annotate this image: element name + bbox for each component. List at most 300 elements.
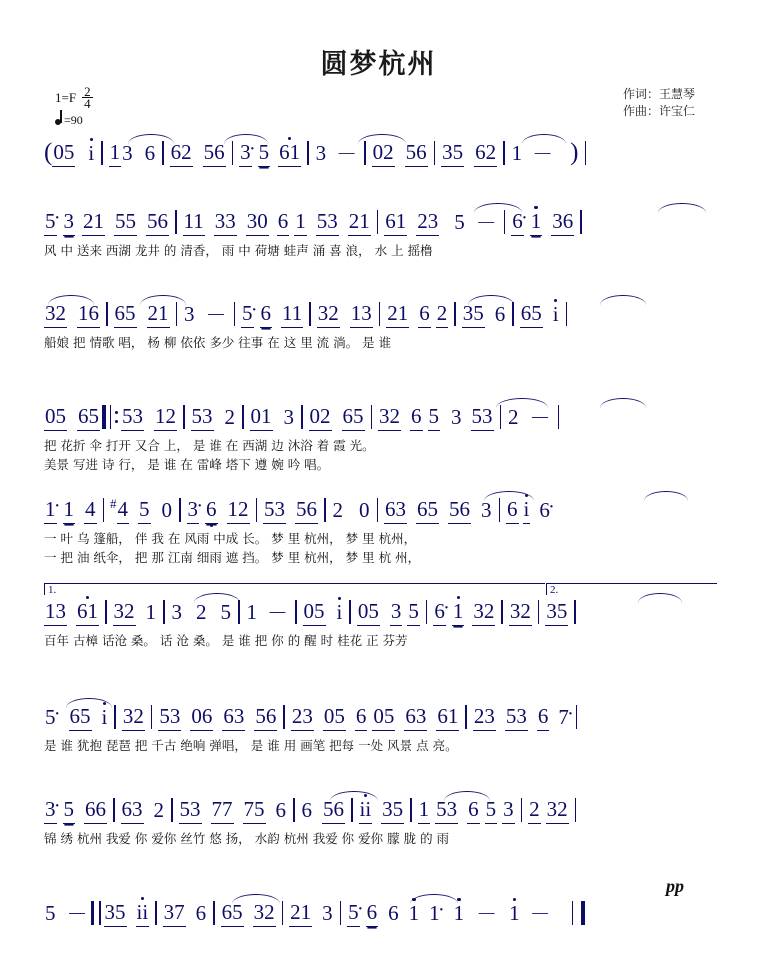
barline xyxy=(301,405,303,429)
barline xyxy=(566,302,568,326)
note: 63 xyxy=(404,704,427,731)
slur xyxy=(224,134,268,144)
note: 4 xyxy=(117,497,130,524)
note: 77 xyxy=(211,797,234,824)
barline xyxy=(454,302,456,326)
system-4-lyrics-verse2: 美景 写进 诗 行， 是 谁 在 雷峰 塔下 遵 婉 吟 唱。 xyxy=(44,457,330,472)
note: ii xyxy=(136,900,150,927)
note: － xyxy=(205,303,227,327)
barline xyxy=(410,798,412,822)
note: 1 xyxy=(294,209,307,236)
meter-denominator: 4 xyxy=(84,96,91,111)
note: 6 xyxy=(418,301,431,328)
barline xyxy=(176,302,178,326)
note: 32 xyxy=(44,301,67,328)
barline xyxy=(282,901,284,925)
note: 6 · xyxy=(433,599,446,626)
lyricist: 作词：王慧琴 xyxy=(622,87,695,101)
volta-bracket-2 xyxy=(546,583,717,595)
barline xyxy=(183,405,185,429)
slur xyxy=(128,134,174,144)
barline xyxy=(163,600,165,624)
note: 2 xyxy=(528,797,541,824)
note: 6 xyxy=(195,900,207,925)
note: 53 xyxy=(121,404,144,431)
barline xyxy=(499,498,501,522)
note: 06 xyxy=(190,704,213,731)
note: － xyxy=(267,601,288,625)
barline xyxy=(155,901,157,925)
note: 55 xyxy=(114,209,137,236)
note: － xyxy=(532,142,554,166)
slur xyxy=(468,295,514,305)
note: 5 xyxy=(63,797,76,824)
note: 3 · xyxy=(239,140,252,167)
close-paren: ) xyxy=(570,139,579,166)
note: 6 xyxy=(144,140,156,165)
key-signature: 1=F xyxy=(55,89,77,105)
slur xyxy=(522,134,566,144)
note: 56 xyxy=(448,497,471,524)
note: 53 xyxy=(435,797,458,824)
note: 6 xyxy=(388,900,399,925)
barline xyxy=(434,141,436,165)
slur xyxy=(496,398,548,408)
note: 5 xyxy=(45,900,56,925)
slur xyxy=(330,791,378,801)
note: 5 xyxy=(428,404,441,431)
note: 61 xyxy=(278,140,301,167)
slur xyxy=(48,295,94,305)
note: 3 xyxy=(315,140,327,165)
barline xyxy=(114,705,116,729)
slur xyxy=(444,791,490,801)
credits-block xyxy=(623,86,695,120)
note: 65 xyxy=(221,900,244,927)
note: 12 xyxy=(154,404,177,431)
note: 63 xyxy=(121,797,144,824)
slur xyxy=(232,894,280,904)
note: 53 xyxy=(471,404,494,431)
barline xyxy=(364,141,366,165)
slur xyxy=(410,894,458,904)
slur xyxy=(638,593,682,603)
system-1 xyxy=(44,136,716,170)
note: 1 xyxy=(511,140,523,165)
note: 3 xyxy=(122,140,133,165)
barline xyxy=(238,600,240,624)
note: － xyxy=(529,406,551,430)
note: 6 xyxy=(537,704,550,731)
note: 6 xyxy=(260,301,273,328)
system-1-notes xyxy=(44,136,716,170)
system-7-lyrics: 是 谁 犹抱 琵琶 把 千古 绝响 弹唱， 是 谁 用 画笔 把每 一处 风景 点 亮。 xyxy=(44,738,458,753)
system-3 xyxy=(44,297,716,353)
time-signature xyxy=(82,86,93,109)
system-5-lyrics-verse1: 一 叶 乌 篷船， 伴 我 在 风雨 中成 长。 梦 里 杭州， 梦 里 杭州， xyxy=(44,531,417,546)
barline xyxy=(504,210,506,234)
note: 66 xyxy=(84,797,107,824)
note: 1 xyxy=(453,900,465,925)
note: 2 xyxy=(153,797,164,822)
barline xyxy=(575,798,577,822)
note: 6 xyxy=(506,497,519,524)
note: 02 xyxy=(372,140,395,167)
slur xyxy=(600,398,646,408)
barline xyxy=(175,210,177,234)
note: 65 xyxy=(416,497,439,524)
barline xyxy=(151,705,153,729)
note: 5 xyxy=(258,140,271,167)
note: － xyxy=(66,902,88,926)
note: 56 xyxy=(146,209,169,236)
system-8-lyrics: 锦 绣 杭州 我爱 你 爱你 丝竹 悠 扬， 水韵 杭州 我爱 你 爱你 朦 胧 的 雨 xyxy=(44,831,450,846)
note: 6 xyxy=(467,797,480,824)
slur xyxy=(600,295,646,305)
note: 63 xyxy=(222,704,245,731)
system-5-lyrics-verse2: 一 把 油 纸伞， 把 那 江南 细雨 遮 挡。 梦 里 杭州， 梦 里 杭 州， xyxy=(44,550,421,565)
note: i xyxy=(523,497,531,524)
note: 6 xyxy=(355,704,368,731)
barline xyxy=(585,141,587,165)
barline xyxy=(213,901,215,925)
repeat-dots xyxy=(113,405,121,429)
note: 62 xyxy=(170,140,193,167)
note: 61 xyxy=(384,209,407,236)
volta-label-2: 2. xyxy=(550,584,559,596)
quarter-note-icon xyxy=(55,119,61,125)
key-tempo-block xyxy=(55,86,93,128)
note: 23 xyxy=(291,704,314,731)
barline xyxy=(340,901,342,925)
slur xyxy=(358,134,406,144)
note: 5 · xyxy=(347,900,360,927)
barline xyxy=(309,302,311,326)
note: 5 · xyxy=(44,705,57,730)
barline xyxy=(307,141,309,165)
note: 65 xyxy=(114,301,137,328)
note: 35 xyxy=(381,797,404,824)
volta-bracket-1 xyxy=(44,583,545,595)
note: 1 xyxy=(109,140,122,167)
note: 1 xyxy=(418,797,431,824)
note: 53 xyxy=(505,704,528,731)
note: 3 xyxy=(390,599,403,626)
barline xyxy=(324,498,326,522)
barline xyxy=(512,302,514,326)
note: 6 xyxy=(275,797,286,822)
note: i xyxy=(101,704,108,729)
note: 23 xyxy=(416,209,439,236)
note: 6 xyxy=(494,301,506,326)
page-title: 圆梦杭州 xyxy=(320,49,437,80)
note: 3 xyxy=(184,301,195,326)
note: 6 · xyxy=(538,498,551,523)
repeat-start-thick xyxy=(102,405,106,429)
note: 1 xyxy=(145,599,156,624)
system-5-notes xyxy=(44,493,716,527)
note: 56 xyxy=(322,797,345,824)
system-2 xyxy=(44,205,716,261)
note: 6 · xyxy=(511,209,524,236)
open-paren: ( xyxy=(44,139,53,166)
note: 1 xyxy=(246,599,257,624)
barline xyxy=(558,405,560,429)
note: 3 xyxy=(502,797,515,824)
note: 05 xyxy=(44,404,67,431)
note: 65 xyxy=(77,404,100,431)
note: 61 xyxy=(436,704,459,731)
barline xyxy=(179,498,181,522)
note: i xyxy=(88,140,95,165)
note: 53 xyxy=(158,704,181,731)
system-6-lyrics: 百年 古樟 话沧 桑。 话 沧 桑。 是 谁 把 你 的 醒 时 桂花 正 芬芳 xyxy=(44,633,408,648)
system-9 xyxy=(44,896,716,930)
note: 35 xyxy=(462,301,485,328)
note: 3 xyxy=(451,404,462,429)
note: 3 · xyxy=(44,797,57,824)
system-2-lyrics: 风 中 送来 西湖 龙井 的 清香， 雨 中 荷塘 蛙声 涌 喜 浪， 水 上 摇橹 xyxy=(44,243,433,258)
note: 05 xyxy=(303,599,326,626)
note: 21 xyxy=(348,209,371,236)
system-5 xyxy=(44,493,716,568)
repeat-start-thin xyxy=(110,405,112,429)
barline xyxy=(162,141,164,165)
note: 56 xyxy=(203,140,226,167)
barline xyxy=(283,705,285,729)
slur xyxy=(658,203,706,213)
note: 2 xyxy=(436,301,449,328)
note: 05 xyxy=(52,140,75,167)
note: 05 xyxy=(357,599,380,626)
note: 37 xyxy=(163,900,186,927)
note: 63 xyxy=(384,497,407,524)
note: 56 xyxy=(295,497,318,524)
note: 16 xyxy=(77,301,100,328)
note: 33 xyxy=(214,209,237,236)
note: 32 xyxy=(113,599,136,626)
barline xyxy=(377,498,379,522)
barline xyxy=(234,302,236,326)
barline xyxy=(580,210,582,234)
note: 32 xyxy=(317,301,340,328)
system-9-notes xyxy=(44,896,716,930)
note: 1 · xyxy=(44,497,57,524)
note: 21 xyxy=(386,301,409,328)
tempo-marking xyxy=(55,113,93,128)
note: 3 xyxy=(63,209,76,236)
note: 53 xyxy=(191,404,214,431)
note: 05 xyxy=(372,704,395,731)
note: 2 xyxy=(224,404,235,429)
system-3-notes xyxy=(44,297,716,331)
note: 21 xyxy=(147,301,170,328)
note: － xyxy=(529,902,551,926)
note: 05 xyxy=(323,704,346,731)
note: 32 xyxy=(378,404,401,431)
note: 56 xyxy=(405,140,428,167)
note: 65 xyxy=(520,301,543,328)
barline xyxy=(538,600,540,624)
meter-numerator: 2 xyxy=(84,84,91,99)
system-6 xyxy=(44,595,716,651)
note: 6 xyxy=(301,797,312,822)
final-thick-bar xyxy=(581,901,585,925)
slur xyxy=(194,593,240,603)
note: 35 xyxy=(545,599,568,626)
note: 1 xyxy=(63,497,76,524)
note: 21 xyxy=(289,900,312,927)
note: i xyxy=(552,301,559,326)
barline xyxy=(349,600,351,624)
note: 53 xyxy=(316,209,339,236)
barline xyxy=(521,798,523,822)
note: 6 xyxy=(366,900,379,927)
barline xyxy=(379,302,381,326)
note: 62 xyxy=(474,140,497,167)
note: 32 xyxy=(253,900,276,927)
barline xyxy=(465,705,467,729)
system-8 xyxy=(44,793,716,849)
note: 11 xyxy=(183,209,205,236)
note: 23 xyxy=(473,704,496,731)
system-4 xyxy=(44,400,716,475)
note: 5 xyxy=(407,599,420,626)
volta-label-1: 1. xyxy=(48,584,57,596)
barline xyxy=(574,600,576,624)
barline xyxy=(576,705,578,729)
barline xyxy=(105,600,107,624)
slur xyxy=(474,203,522,213)
note: 1 xyxy=(509,900,520,925)
note: 1 · xyxy=(428,901,441,926)
note: 6 xyxy=(410,404,423,431)
section-thin-bar xyxy=(99,901,101,925)
note: 5 xyxy=(454,209,465,234)
barline xyxy=(242,405,244,429)
note: － xyxy=(476,902,498,926)
slur xyxy=(140,295,186,305)
note: 5 · xyxy=(241,301,254,328)
barline xyxy=(500,405,502,429)
barline xyxy=(501,600,503,624)
note: 3 xyxy=(481,497,492,522)
sharp-sign: # xyxy=(110,496,117,511)
note: 21 xyxy=(82,209,105,236)
note: 0 xyxy=(161,497,172,522)
note: 7 · xyxy=(557,705,570,730)
note: 4 xyxy=(84,497,97,524)
barline xyxy=(503,141,505,165)
system-4-lyrics-verse1: 把 花折 伞 打开 又合 上， 是 谁 在 西湖 边 沐浴 着 霞 光。 xyxy=(44,438,375,453)
system-7-notes xyxy=(44,700,716,734)
final-thin-bar xyxy=(572,901,574,925)
note: 5 · xyxy=(44,209,57,236)
note: ii xyxy=(359,797,373,824)
note: 75 xyxy=(243,797,266,824)
note: 5 xyxy=(138,497,151,524)
note: 0 xyxy=(359,497,370,522)
note: 61 xyxy=(76,599,99,626)
system-6-notes xyxy=(44,595,716,629)
note: 3 · xyxy=(187,497,200,524)
system-2-notes xyxy=(44,205,716,239)
note: 30 xyxy=(246,209,269,236)
note: i xyxy=(336,599,343,624)
barline xyxy=(377,210,379,234)
note: 53 xyxy=(179,797,202,824)
barline xyxy=(106,302,108,326)
system-8-notes xyxy=(44,793,716,827)
barline xyxy=(232,141,234,165)
section-thick-bar xyxy=(91,901,95,925)
composer: 作曲：许宝仁 xyxy=(622,104,695,118)
note: 32 xyxy=(546,797,569,824)
tempo-value: =90 xyxy=(64,113,83,127)
note: 5 xyxy=(485,797,498,824)
slur xyxy=(66,698,112,708)
barline xyxy=(103,498,105,522)
note: 2 xyxy=(196,599,207,624)
note: 65 xyxy=(69,704,92,731)
barline xyxy=(295,600,297,624)
barline xyxy=(256,498,258,522)
system-3-lyrics: 船娘 把 情歌 唱， 杨 柳 依依 多少 往事 在 这 里 流 淌。 是 谁 xyxy=(44,335,392,350)
system-7 xyxy=(44,700,716,756)
note: 1 xyxy=(408,900,420,925)
barline xyxy=(113,798,115,822)
barline xyxy=(351,798,353,822)
note: 32 xyxy=(122,704,145,731)
note: 1 xyxy=(452,599,465,626)
note: 32 xyxy=(472,599,495,626)
note: 65 xyxy=(342,404,365,431)
note: 02 xyxy=(309,404,332,431)
note: 6 xyxy=(277,209,290,236)
note: 35 xyxy=(104,900,127,927)
note: 01 xyxy=(250,404,273,431)
note: － xyxy=(475,211,497,235)
system-4-notes xyxy=(44,400,716,434)
barline xyxy=(101,141,103,165)
note: 12 xyxy=(227,497,250,524)
barline xyxy=(171,798,173,822)
barline xyxy=(293,798,295,822)
note: 32 xyxy=(509,599,532,626)
dynamic-pp: pp xyxy=(666,876,684,896)
note: 53 xyxy=(263,497,286,524)
note: － xyxy=(336,142,358,166)
slur xyxy=(484,491,534,501)
note: 13 xyxy=(350,301,373,328)
slur xyxy=(644,491,688,501)
note: 11 xyxy=(281,301,303,328)
note: 6 xyxy=(205,497,218,524)
note: 3 xyxy=(171,599,182,624)
note: 1 xyxy=(530,209,543,236)
barline xyxy=(371,405,373,429)
note: 13 xyxy=(44,599,67,626)
note: 2 xyxy=(332,497,343,522)
note: 35 xyxy=(441,140,464,167)
note: 3 xyxy=(322,900,333,925)
note: 2 xyxy=(508,404,519,429)
note: 36 xyxy=(551,209,574,236)
note: 3 xyxy=(283,404,294,429)
note: 56 xyxy=(254,704,277,731)
barline xyxy=(426,600,428,624)
note: 5 xyxy=(220,599,231,624)
